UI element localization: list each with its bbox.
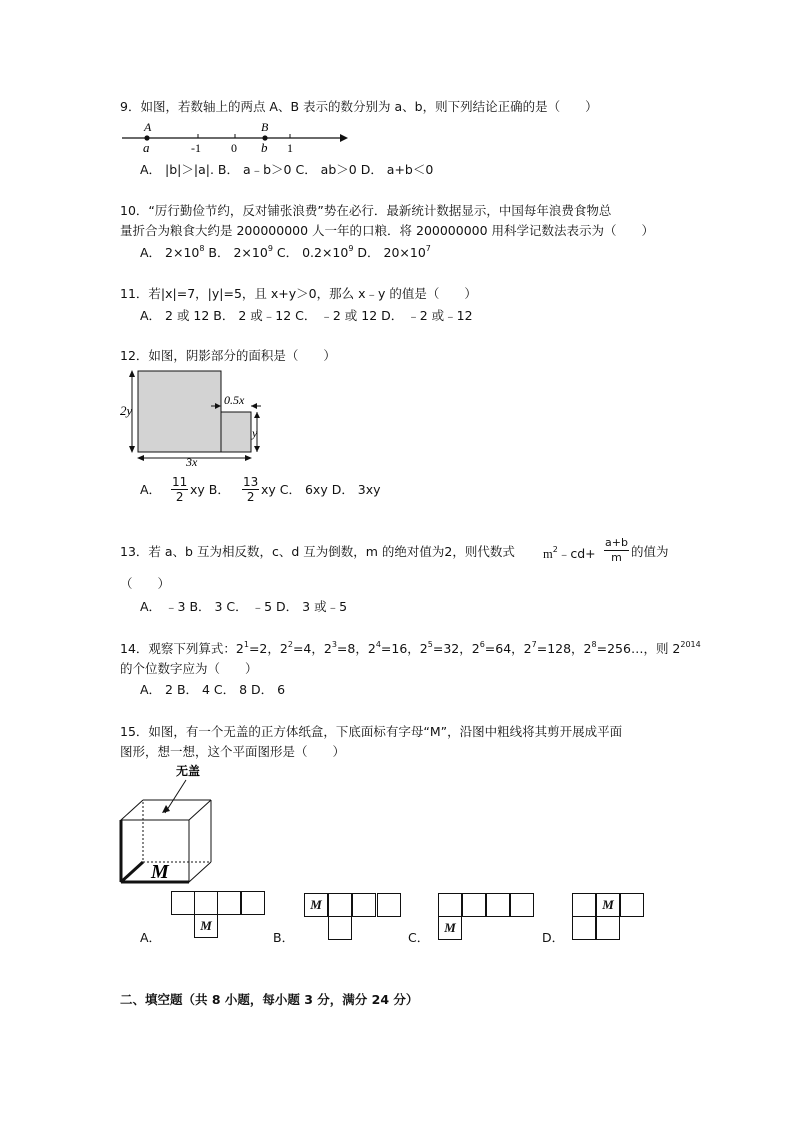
q13-expr-m: $m^2﹣cd+$: [543, 545, 596, 561]
tick-0-label: 0: [231, 141, 237, 155]
net-a-cell: [194, 891, 218, 915]
net-d-cell: [572, 893, 596, 917]
q9-options: A． |b|＞|a|. B． a﹣b＞0 C． ab＞0 D． a+b＜0: [140, 162, 434, 177]
q12-opt-a-label: A．: [140, 482, 162, 497]
q15-opt-b-label: B．: [273, 930, 295, 945]
q12-opt-b-fraction: $\frac{13}{2}$: [243, 475, 259, 504]
q10-line2: 量折合为粮食大约是 200000000 人一年的口粮．将 200000000 用科学记数法表示为（ ）: [120, 223, 655, 238]
net-b-cell: [328, 916, 352, 940]
q12-stem: 12．如图，阴影部分的面积是（ ）: [120, 348, 336, 363]
lid-label: 无盖: [176, 764, 201, 778]
net-b-cell: [328, 893, 352, 917]
tick-minus1-label: -1: [191, 141, 201, 155]
q12-opt-b-tail: xy C． 6xy D． 3xy: [261, 482, 381, 497]
label-05x: 0.5x: [224, 393, 245, 407]
q9-stem: 9．如图，若数轴上的两点 A、B 表示的数分别为 a、b，则下列结论正确的是（ ）: [120, 99, 598, 114]
q15-opt-c-label: C．: [408, 930, 430, 945]
q13-stem-post: 的值为: [631, 544, 669, 559]
q14-line2: 的个位数字应为（ ）: [120, 661, 258, 676]
net-c-cell: [462, 893, 486, 917]
q13-options: A． ﹣3 B． 3 C． ﹣5 D． 3 或﹣5: [140, 599, 348, 614]
net-c-cell: [486, 893, 510, 917]
net-b-m-cell: M: [304, 893, 328, 917]
number-line-figure: [118, 118, 348, 156]
net-d-cell: [620, 893, 644, 917]
tick-1-label: 1: [287, 141, 293, 155]
net-a-cell: [241, 891, 265, 915]
net-b-cell: [377, 893, 401, 917]
q12-opt-a-fraction: $\frac{11}{2}$: [172, 475, 188, 504]
point-b-label: B: [261, 120, 269, 134]
shaded-area-figure: [118, 366, 268, 470]
point-a-label: A: [144, 120, 152, 134]
net-c-cell: [510, 893, 534, 917]
q12-opt-a-tail: xy B．: [190, 482, 230, 497]
q15-opt-d-label: D．: [542, 930, 565, 945]
open-cube-figure: [118, 760, 218, 886]
net-c-m-cell: M: [438, 916, 462, 940]
net-d-m-cell: M: [596, 893, 620, 917]
section-2-heading: 二、填空题（共 8 小题，每小题 3 分，满分 24 分）: [120, 992, 419, 1007]
value-b-label: b: [261, 140, 268, 155]
net-b-cell: [352, 893, 376, 917]
q15-line1: 15．如图，有一个无盖的正方体纸盒，下底面标有字母“M”，沿图中粗线将其剪开展成平面: [120, 724, 623, 739]
q13-stem-pre: 13．若 a、b 互为相反数，c、d 互为倒数，m 的绝对值为2，则代数式: [120, 544, 515, 559]
q13-paren: （ ）: [120, 576, 171, 591]
net-a-m-cell: M: [194, 914, 218, 938]
net-a-cell: [217, 891, 241, 915]
value-a-label: a: [143, 140, 150, 155]
q15-opt-a-label: A．: [140, 930, 162, 945]
net-a-cell: [171, 891, 195, 915]
cube-m-label: M: [151, 861, 169, 883]
q10-options: A． $2\times 10^8$ B． $2\times 10^9$ C． $0.2\times 10^9$ D． $20\times 10^7$: [140, 244, 431, 260]
q14-options: A． 2 B． 4 C． 8 D． 6: [140, 682, 286, 697]
q10-line1: 10．“厉行勤俭节约，反对铺张浪费”势在必行．最新统计数据显示，中国每年浪费食物总: [120, 203, 612, 218]
q15-line2: 图形，想一想，这个平面图形是（ ）: [120, 744, 346, 759]
label-y: y: [252, 426, 258, 440]
label-3x: 3x: [186, 455, 198, 469]
q11-options: A． 2 或 12 B． 2 或﹣12 C． ﹣2 或 12 D． ﹣2 或﹣12: [140, 308, 473, 323]
q14-line1: 14．观察下列算式：$2^1=2$，$2^2=4$，$2^3=8$，$2^4=16$，$2^5=32$，$2^6=64$，$2^7=128$，$2^8=256\dots$，则 $2^{2014}$: [120, 640, 701, 656]
net-d-cell: [572, 916, 596, 940]
q11-stem: 11．若|x|=7，|y|=5，且 x+y＞0，那么 x﹣y 的值是（ ）: [120, 286, 477, 301]
net-d-cell: [596, 916, 620, 940]
label-2y: 2y: [120, 403, 133, 418]
net-c-cell: [438, 893, 462, 917]
q13-expr-fraction: $\frac{a+b}{m}$: [605, 536, 628, 564]
